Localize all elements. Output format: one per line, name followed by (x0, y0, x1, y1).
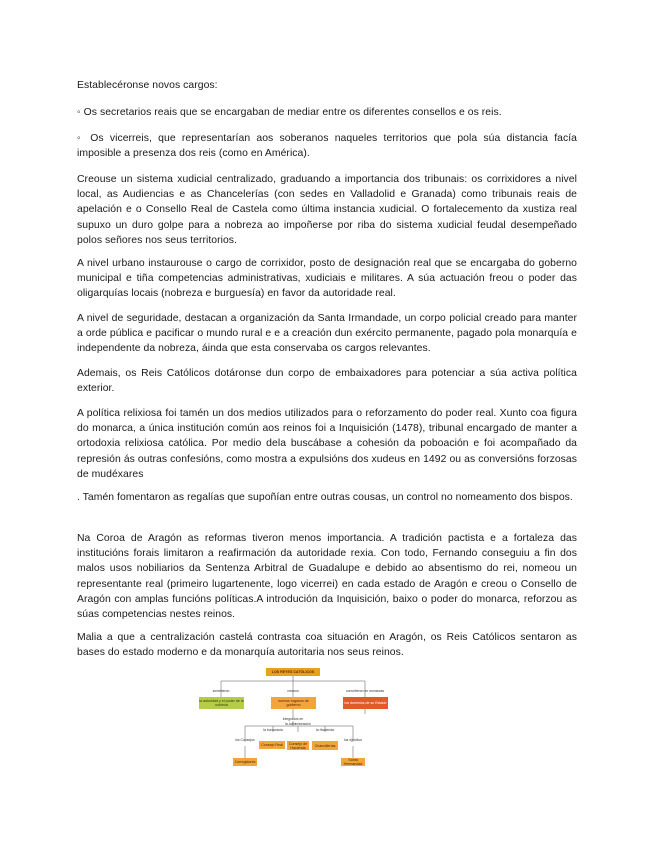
branch-label-sometieron: sometieron (212, 689, 230, 693)
paragraph-aragon: Na Coroa de Aragón as reformas tiveron menos importancia. A tradición pactista e a fortaleza das institucións forais limitaron a reafirmación da autoridade rexia. Con todo, Fernando conseguiu a fin dos malos usos nobiliarios da Sentenza Arbitral de Guadalupe e debido ao absentismo do rei, nomeou un representante real (primeiro lugartenente, logo vicerrei) en cada estado de Aragón e creou o Consello de Aragón con amplas funcións políticas.A introdución da Inquisición, baixo o poder do monarca, reforzou as súas competencias nestes reinos. (77, 533, 577, 621)
paragraph-judicial-system: Creouse un sistema xudicial centralizado, graduando a importancia dos tribunais: os corrixidores a nivel local, as Audiencias e as Chancelerías (con sedes en Valladolid e Granada) como tribunais reais de apelación e o Consello Real de Castela como última instancia xudicial. O fortalecemento da xustiza real supuxo un duro golpe para a nobreza ao impoñerse por riba do sistema xudicial feudal desempeñado polos señores nos seus territorios. (77, 174, 577, 246)
label-administracion: la Administración (285, 722, 311, 726)
connector-label: integrados en (282, 717, 304, 721)
paragraph-conclusion: Malia a que a centralización castelá contrasta coa situación en Aragón, os Reis Católicos sentaron as bases do estado moderno e da monarquía autoritaria nos seus reinos. (77, 632, 577, 659)
paragraph-regalias: . Tamén fomentaron as regalías que supoñían entre outras cousas, un control no nomeamento dos bispos. (77, 492, 573, 503)
box-nobility: la autoridad y el poder de la nobleza (199, 699, 244, 707)
box-consejo-hacienda: Consejo de Hacienda (288, 741, 308, 750)
paragraph-religious-policy: A política relixiosa foi tamén un dos medios utilizados para o reforzamento do poder real. Xunto coa figura do monarca, a única institución común aos reinos foi a Inquisición (1478), tribunal encargado de manter a ortodoxia relixiosa católica. Por medio dela buscábase a cohesión da poboación e foi acompañado da represión ás outras confesións, como mostra a expulsións dos xudeus en 1492 ou as conversións forzosas de mudéxares (77, 408, 577, 480)
paragraph-ambassadors: Ademais, os Reis Católicos dotáronse dun corpo de embaixadores para potenciar a súa activa política exterior. (77, 368, 577, 395)
diagram-title-box: LOS REYES CATÓLICOS (266, 668, 320, 676)
paragraph-corregidor: A nivel urbano instaurouse o cargo de corrixidor, posto de designación real que se encargaba do goberno municipal e tiña competencias administrativas, xudiciais e militares. A súa actuación freou o poder das oligarquías locais (nobreza e burguesía) en favor da autoridade real. (77, 258, 577, 300)
branch-label-convirtieron: convirtieron en monarcas (345, 689, 385, 693)
label-burocracia: la burocracia (263, 728, 283, 732)
paragraph-security: A nivel de seguridade, destacan a organización da Santa Irmandade, un corpo policial creado para manter a orde pública e pacificar o mundo rural e e a creación dun exército permanente, pagado pola monarquía e independente da nobreza, áinda que esta conservaba os cargos relevantes. (77, 313, 577, 355)
label-ejercitos: los ejércitos (344, 738, 362, 742)
box-chancillerias: Chancillerías (312, 741, 338, 750)
box-consejo-real: Consejo Real (259, 741, 285, 749)
box-corregidores: Corregidores (234, 760, 256, 764)
box-state-domains: los dominios de su Estado (343, 697, 388, 709)
reis-catolicos-diagram (193, 662, 398, 774)
paragraph-secretaries: ◦ Os secretarios reais que se encargaban de mediar entre os diferentes consellos e os reis. (77, 107, 502, 118)
label-hacienda: la Hacienda (316, 728, 334, 732)
box-new-organs: nuevos órganos de gobierno (271, 697, 316, 709)
label-consejos: los Consejos (235, 738, 255, 742)
box-santa-hermandad: Santa Hermandad (341, 758, 365, 766)
paragraph-intro: Establecéronse novos cargos: (77, 80, 218, 91)
paragraph-viceroys: ◦ Os vicerreis, que representarían aos soberanos naqueles territorios que pola súa distancia facía imposible a presenza dos reis (como en América). (77, 133, 577, 160)
branch-label-crearon: crearon (287, 689, 299, 693)
